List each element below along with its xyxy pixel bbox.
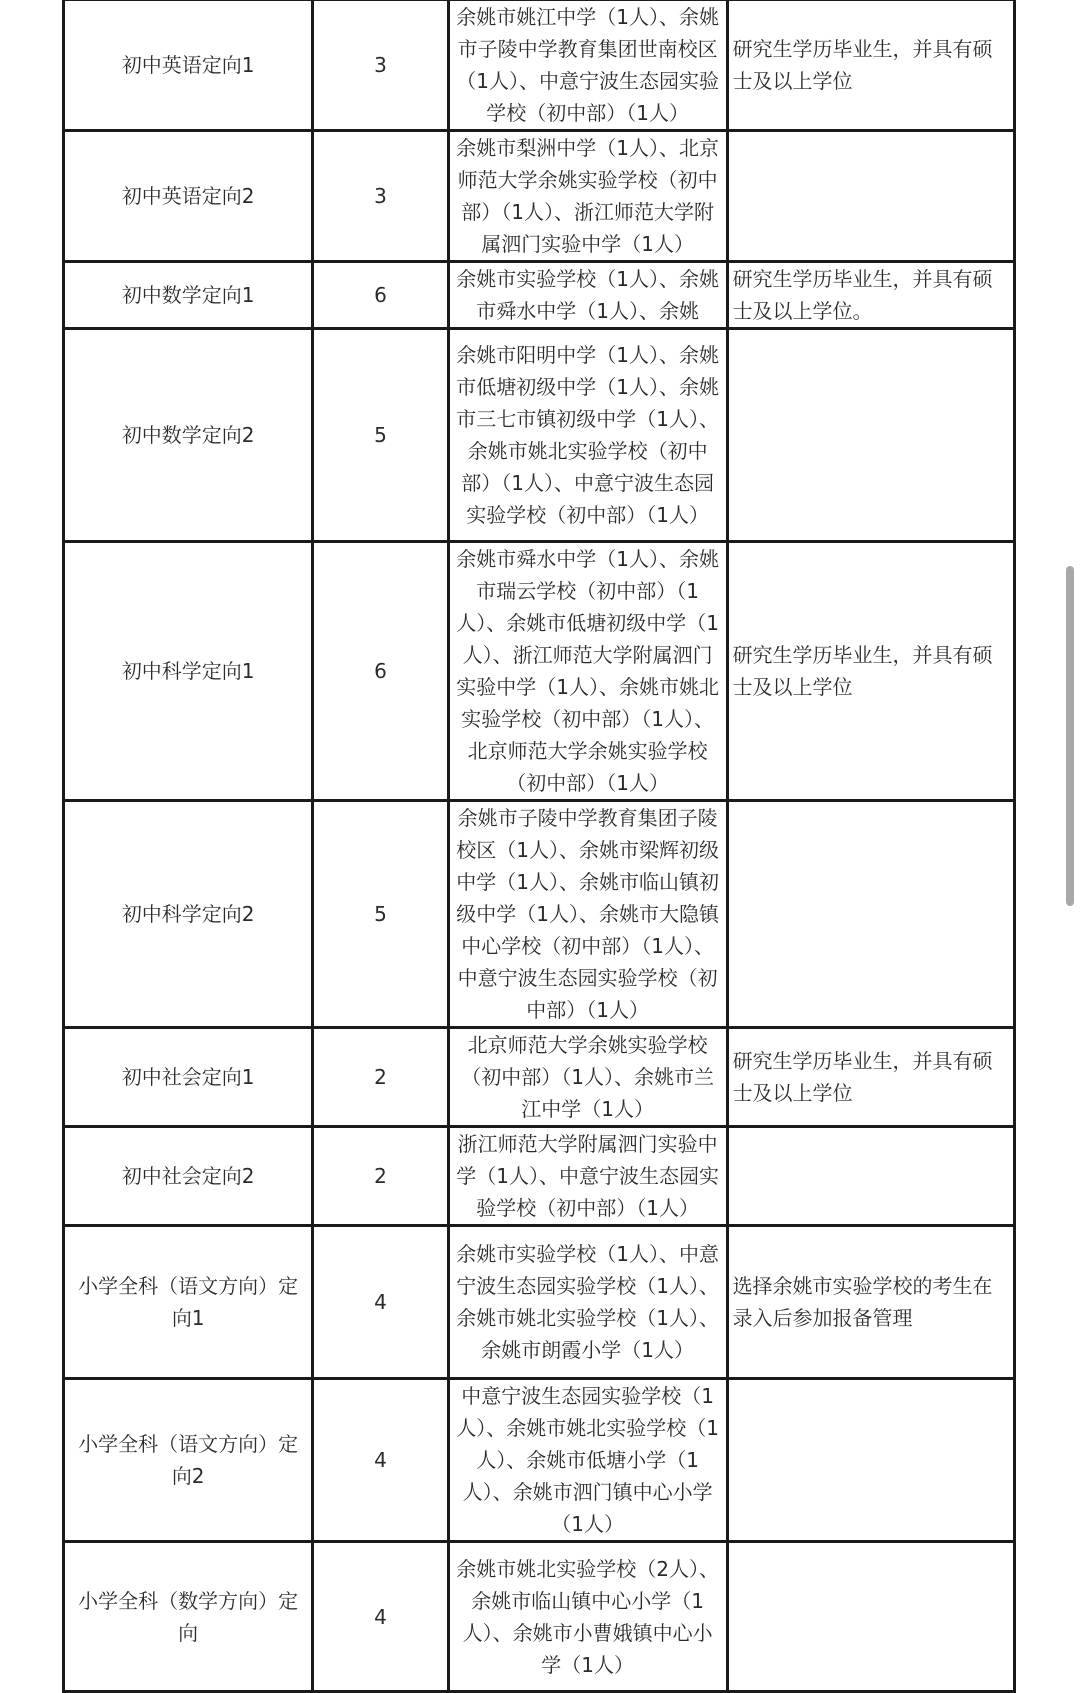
requirement-note-cell bbox=[727, 1226, 1014, 1379]
headcount-cell-text: 2 bbox=[374, 1065, 387, 1089]
headcount-cell bbox=[313, 131, 448, 262]
position-name-cell-text: 初中社会定向2 bbox=[121, 1164, 255, 1188]
table-row bbox=[64, 329, 1015, 542]
headcount-cell-text: 6 bbox=[374, 659, 387, 683]
headcount-cell bbox=[313, 262, 448, 329]
position-name-cell bbox=[64, 1028, 313, 1127]
position-name-cell bbox=[64, 801, 313, 1028]
headcount-cell bbox=[313, 1127, 448, 1226]
headcount-cell bbox=[313, 1379, 448, 1542]
schools-cell-text: 余姚市姚江中学（1人）、余姚市子陵中学教育集团世南校区（1人）、中意宁波生态园实验学校（初中部）（1人） bbox=[456, 5, 719, 125]
position-name-cell bbox=[64, 1127, 313, 1226]
requirement-note-cell-text: 选择余姚市实验学校的考生在录入后参加报备管理 bbox=[732, 1274, 993, 1330]
schools-cell-text: 余姚市梨洲中学（1人）、北京师范大学余姚实验学校（初中部）（1人）、浙江师范大学附属泗门实验中学（1人） bbox=[456, 136, 719, 256]
table-row bbox=[64, 0, 1015, 131]
schools-cell bbox=[448, 131, 727, 262]
position-name-cell-text: 初中科学定向2 bbox=[121, 902, 255, 926]
position-name-cell-text: 小学全科（语文方向）定向1 bbox=[78, 1274, 299, 1330]
schools-cell-text: 余姚市阳明中学（1人）、余姚市低塘初级中学（1人）、余姚市三七市镇初级中学（1人）、余姚市姚北实验学校（初中部）（1人）、中意宁波生态园实验学校（初中部）（1人） bbox=[456, 343, 719, 527]
headcount-cell bbox=[313, 1542, 448, 1692]
scrollbar-thumb[interactable] bbox=[1066, 566, 1074, 906]
table-row bbox=[64, 1226, 1015, 1379]
schools-cell-text: 中意宁波生态园实验学校（1人）、余姚市姚北实验学校（1人）、余姚市低塘小学（1人）、余姚市泗门镇中心小学（1人） bbox=[456, 1384, 719, 1536]
table-row bbox=[64, 1379, 1015, 1542]
table-row bbox=[64, 542, 1015, 801]
headcount-cell-text: 6 bbox=[374, 283, 387, 307]
table-row bbox=[64, 1127, 1015, 1226]
position-name-cell bbox=[64, 1379, 313, 1542]
position-name-cell-text: 初中英语定向1 bbox=[121, 53, 255, 77]
table-row bbox=[64, 1028, 1015, 1127]
requirement-note-cell bbox=[727, 1542, 1014, 1692]
table-row bbox=[64, 262, 1015, 329]
schools-cell-text: 余姚市舜水中学（1人）、余姚市瑞云学校（初中部）（1人）、余姚市低塘初级中学（1人）、浙江师范大学附属泗门实验中学（1人）、余姚市姚北实验学校（初中部）（1人）、北京师范大学余姚实验学校（初中部）（1人） bbox=[456, 547, 719, 795]
schools-cell bbox=[448, 0, 727, 131]
headcount-cell bbox=[313, 329, 448, 542]
requirement-note-cell-text: 研究生学历毕业生，并具有硕士及以上学位。 bbox=[732, 267, 993, 323]
headcount-cell bbox=[313, 542, 448, 801]
headcount-cell-text: 4 bbox=[374, 1290, 387, 1314]
headcount-cell bbox=[313, 0, 448, 131]
position-name-cell bbox=[64, 329, 313, 542]
requirement-note-cell bbox=[727, 801, 1014, 1028]
position-name-cell-text: 初中社会定向1 bbox=[121, 1065, 255, 1089]
requirement-note-cell-text: 研究生学历毕业生，并具有硕士及以上学位 bbox=[732, 643, 993, 699]
schools-cell bbox=[448, 801, 727, 1028]
position-name-cell bbox=[64, 131, 313, 262]
schools-cell-text: 余姚市姚北实验学校（2人）、余姚市临山镇中心小学（1人）、余姚市小曹娥镇中心小学（1人） bbox=[456, 1556, 719, 1677]
position-name-cell-text: 小学全科（语文方向）定向2 bbox=[78, 1432, 299, 1488]
headcount-cell bbox=[313, 801, 448, 1028]
requirement-note-cell bbox=[727, 329, 1014, 542]
position-name-cell bbox=[64, 1542, 313, 1692]
headcount-cell-text: 4 bbox=[374, 1448, 387, 1472]
requirement-note-cell bbox=[727, 1379, 1014, 1542]
schools-cell bbox=[448, 1542, 727, 1692]
table-row bbox=[64, 1542, 1015, 1692]
schools-cell bbox=[448, 1226, 727, 1379]
requirement-note-cell bbox=[727, 542, 1014, 801]
headcount-cell-text: 3 bbox=[374, 53, 387, 77]
position-name-cell bbox=[64, 0, 313, 131]
position-name-cell bbox=[64, 1226, 313, 1379]
requirement-note-cell bbox=[727, 0, 1014, 131]
schools-cell bbox=[448, 329, 727, 542]
position-name-cell-text: 初中科学定向1 bbox=[121, 659, 255, 683]
requirement-note-cell bbox=[727, 1127, 1014, 1226]
table-row bbox=[64, 131, 1015, 262]
headcount-cell bbox=[313, 1226, 448, 1379]
schools-cell bbox=[448, 1127, 727, 1226]
schools-cell-text: 余姚市子陵中学教育集团子陵校区（1人）、余姚市梁辉初级中学（1人）、余姚市临山镇初级中学（1人）、余姚市大隐镇中心学校（初中部）（1人）、中意宁波生态园实验学校（初中部）（1人） bbox=[456, 806, 719, 1022]
schools-cell bbox=[448, 542, 727, 801]
position-name-cell-text: 初中数学定向2 bbox=[121, 423, 255, 447]
schools-cell-text: 余姚市实验学校（1人）、中意宁波生态园实验学校（1人）、余姚市姚北实验学校（1人）、余姚市朗霞小学（1人） bbox=[456, 1242, 719, 1362]
recruitment-table bbox=[62, 0, 1016, 1693]
headcount-cell-text: 5 bbox=[374, 423, 387, 447]
position-name-cell bbox=[64, 262, 313, 329]
position-name-cell bbox=[64, 542, 313, 801]
table-row bbox=[64, 801, 1015, 1028]
requirement-note-cell bbox=[727, 131, 1014, 262]
schools-cell bbox=[448, 1028, 727, 1127]
schools-cell-text: 北京师范大学余姚实验学校（初中部）（1人）、余姚市兰江中学（1人） bbox=[461, 1033, 714, 1121]
position-name-cell-text: 初中英语定向2 bbox=[121, 184, 255, 208]
requirement-note-cell-text: 研究生学历毕业生，并具有硕士及以上学位 bbox=[732, 1049, 993, 1105]
schools-cell bbox=[448, 262, 727, 329]
headcount-cell-text: 3 bbox=[374, 184, 387, 208]
schools-cell bbox=[448, 1379, 727, 1542]
requirement-note-cell-text: 研究生学历毕业生，并具有硕士及以上学位 bbox=[732, 37, 993, 93]
position-name-cell-text: 小学全科（数学方向）定向 bbox=[78, 1588, 299, 1645]
requirement-note-cell bbox=[727, 262, 1014, 329]
headcount-cell-text: 4 bbox=[374, 1604, 387, 1629]
position-name-cell-text: 初中数学定向1 bbox=[121, 283, 255, 307]
schools-cell-text: 余姚市实验学校（1人）、余姚市舜水中学（1人）、余姚 bbox=[456, 267, 719, 323]
headcount-cell bbox=[313, 1028, 448, 1127]
headcount-cell-text: 5 bbox=[374, 902, 387, 926]
schools-cell-text: 浙江师范大学附属泗门实验中学（1人）、中意宁波生态园实验学校（初中部）（1人） bbox=[456, 1132, 719, 1220]
requirement-note-cell bbox=[727, 1028, 1014, 1127]
headcount-cell-text: 2 bbox=[374, 1164, 387, 1188]
